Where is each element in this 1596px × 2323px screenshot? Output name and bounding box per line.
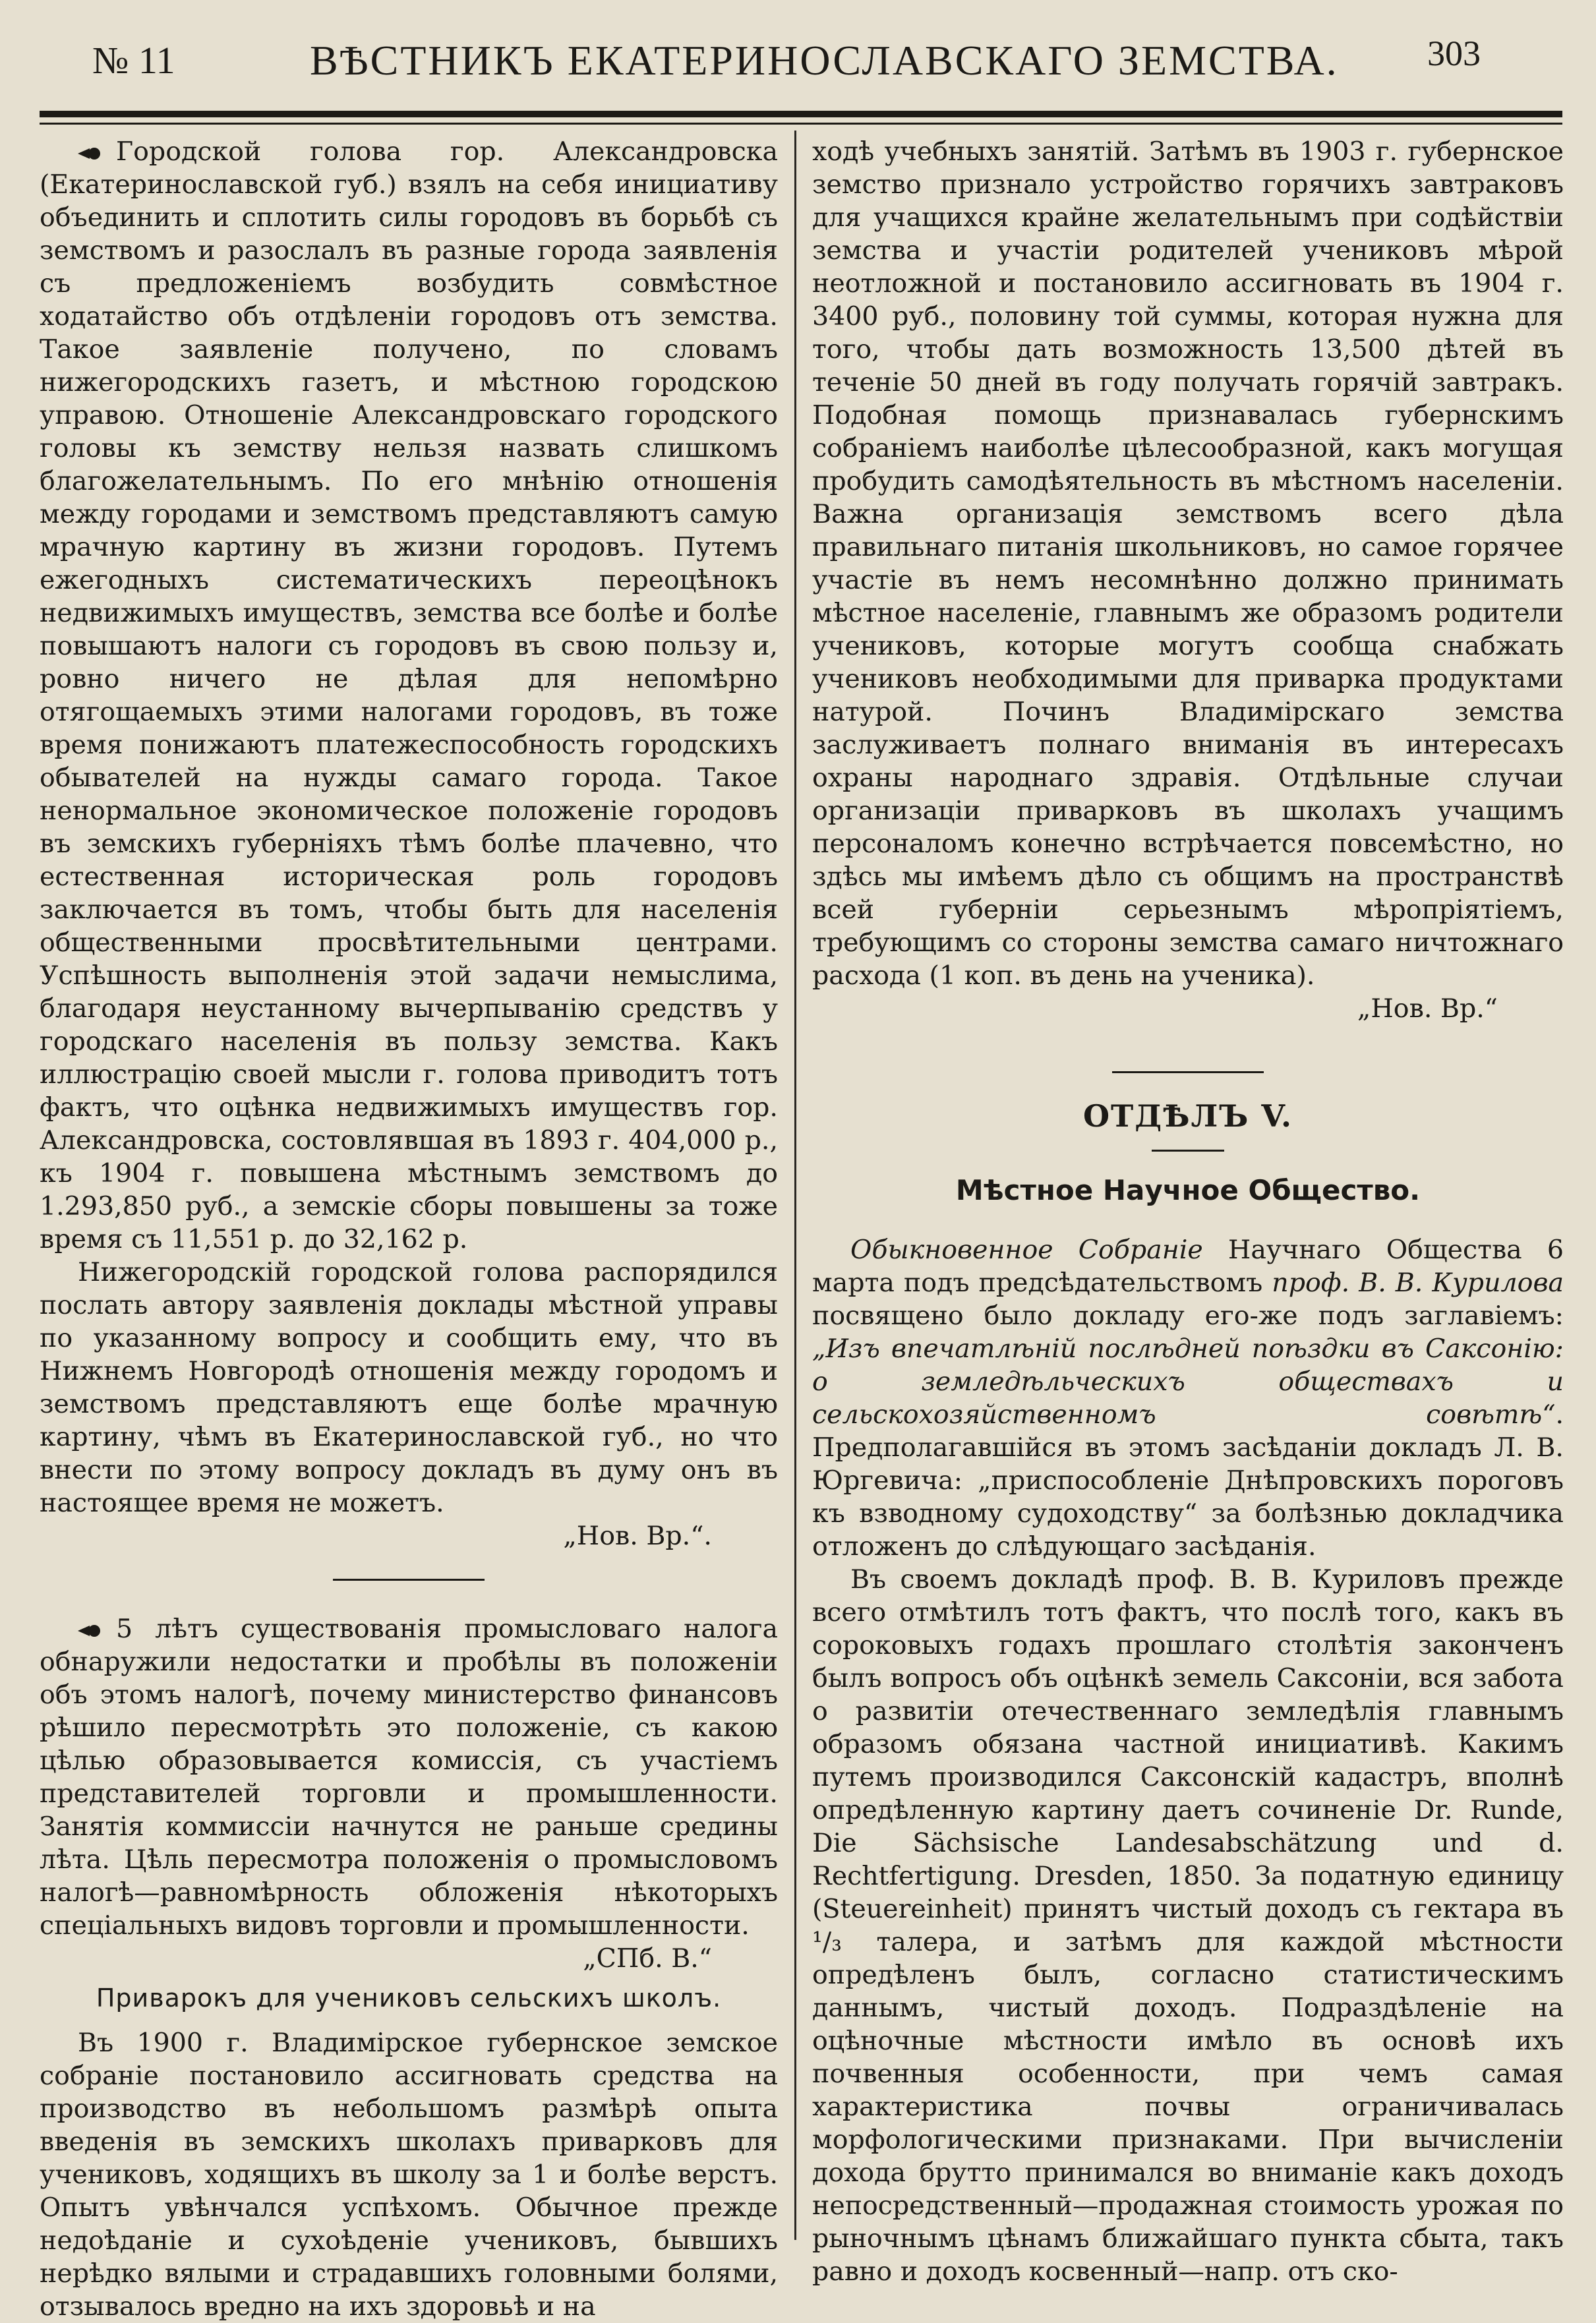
header-rule-thin [40, 123, 1562, 125]
article-school-meals: Въ 1900 г. Владимірское губернское земское собраніе постановило ассигновать средства на производство въ небольшомъ размѣрѣ опыта введенія въ земскихъ школахъ приварковъ для учениковъ, ходящихъ въ школу за 1 и болѣе верстъ. Опытъ увѣнчался успѣхомъ. Обычное прежде недоѣданіе и сухоѣденіе учениковъ, бывшихъ нерѣдко вялыми и страдавшихъ головными болями, отзывалось вредно на ихъ здоровьѣ и на [40, 2028, 778, 2322]
left-column [40, 135, 778, 2323]
report-title: „Изъ впечатлѣній послѣдней поѣздки въ Саксонію: о земледѣльческихъ обществахъ и сельскохозяйственномъ совѣтѣ“ [812, 1334, 1564, 1430]
report-paragraph: Въ своемъ докладѣ проф. В. В. Куриловъ прежде всего отмѣтилъ тотъ фактъ, что послѣ того, какъ въ сороковыхъ годахъ прошлаго столѣтія законченъ былъ вопросъ объ оцѣнкѣ земель Саксоніи, вся забота о развитіи отечественнаго земледѣлія главнымъ образомъ обязана частной инициативѣ. Какимъ путемъ производился Саксонскій кадастръ, вполнѣ опредѣленную картину даетъ сочиненіе Dr. Runde, Die Sächsische Landesabschätzung und d. Rechtfertigung. Dresden, 1850. За податную единицу (Steuereinheit) принятъ чистый доходъ съ гектара въ ¹/₃ талера, и затѣмъ для каждой мѣстности опредѣленъ былъ, согласно статистическимъ даннымъ, чистый доходъ. Подраздѣленіе на оцѣночные мѣстности имѣло въ основѣ ихъ почвенныя особенности, при чемъ самая характеристика почвы ограничивалась морфологическими признаками. При вычисленіи дохода брутто принимался во вниманіе какъ доходъ непосредственный—продажная стоимость урожая по рыночнымъ цѣнамъ ближайшаго пункта сбыта, такъ равно и доходъ косвенный—напр. отъ ско- [812, 1564, 1564, 2287]
article-city-head-cont: Нижегородскій городской голова распорядился послать автору заявленія доклады мѣстной управы по указанному вопросу и сообщить ему, что въ Нижнемъ Новгородѣ отношенія между городомъ и земствомъ представляютъ еще болѣе мрачную картину, чѣмъ въ Екатеринославской губ., но что внести по этому вопросу докладъ въ думу онъ въ настоящее время не можетъ. [40, 1257, 778, 1518]
source-nov-vr-2: „Нов. Вр.“ [1357, 993, 1498, 1024]
column-divider [794, 131, 796, 2240]
section-separator-short [1152, 1150, 1224, 1152]
source-nov-vr-1: „Нов. Вр.“. [563, 1521, 712, 1551]
article-separator [333, 1579, 485, 1581]
meeting-text-1: Научнаго Общества 6 марта подъ предсѣдательствомъ [812, 1235, 1564, 1298]
journal-title: ВѢСТНИКЪ ЕКАТЕРИНОСЛАВСКАГО ЗЕМСТВА. [310, 37, 1339, 84]
article-trade-tax-text: 5 лѣтъ существованія промысловаго налога обнаружили недостатки и пробѣлы въ положеніи объ этомъ налогѣ, почему министерство финансовъ рѣшило пересмотрѣть это положеніе, съ какою цѣлью образовывается комиссія, съ участіемъ представителей торговли и промышленности. Занятія коммиссіи начнутся не раньше средины лѣта. Цѣль пересмотра положенія о промысловомъ налогѣ—равномѣрность обложенія нѣкоторыхъ спеціальныхъ видовъ торговли и промышленности. [40, 1614, 778, 1941]
article-school-meals-heading: Приварокъ для учениковъ сельскихъ школъ. [96, 1984, 722, 2013]
article-trade-tax [40, 1612, 778, 1942]
article-city-head-text: Городской голова гор. Александровска (Екатеринославской губ.) взялъ на себя инициативу объединить и сплотить силы городовъ въ борьбѣ съ земствомъ и разослалъ въ разные города заявленія съ предложеніемъ возбудить совмѣстное ходатайство объ отдѣленіи городовъ отъ земства. Такое заявленіе получено, по словамъ нижегородскихъ газетъ, и мѣстною городскою управою. Отношеніе Александровскаго городского головы къ земству нельзя назвать слишкомъ благожелательнымъ. По его мнѣнію отношенія между городами и земствомъ представляютъ самую мрачную картину въ жизни городовъ. Путемъ ежегодныхъ систематическихъ переоцѣнокъ недвижимыхъ имуществъ, земства все болѣе и болѣе повышаютъ налоги съ городовъ въ свою пользу и, ровно ничего не дѣлая для непомѣрно отягощаемыхъ этими налогами городовъ, въ тоже время понижаютъ платежеспособность городскихъ обывателей на нужды самаго города. Такое ненормальное экономическое положеніе городовъ въ земскихъ губерніяхъ тѣмъ болѣе плачевно, что естественная историческая роль городовъ заключается въ томъ, чтобы быть для населенія общественными просвѣтительными центрами. Успѣшность выполненія этой задачи немыслима, благодаря неустанному вычерпыванію средствъ у городскаго населенія въ пользу земства. Какъ иллюстрацію своей мысли г. голова приводитъ тотъ фактъ, что оцѣнка недвижимыхъ имуществъ гор. Александровска, состовлявшая въ 1893 г. 404,000 р., къ 1904 г. повышена мѣстнымъ земствомъ до 1.293,850 руб., а земскіе сборы повышены за тоже время съ 11,551 р. до 32,162 р. [40, 136, 778, 1254]
section-title: ОТДѢЛЪ V. [1082, 1098, 1293, 1134]
chairman-name: проф. В. В. Курилова [1272, 1268, 1564, 1298]
header-rule-thick [40, 111, 1562, 117]
section-subtitle: Мѣстное Научное Общество. [955, 1174, 1421, 1206]
pointing-hand-icon [78, 146, 107, 161]
section-separator [1112, 1071, 1264, 1073]
right-column [812, 135, 1564, 2288]
meeting-text-2: посвящено было докладу его-же подъ заглавіемъ: [812, 1301, 1564, 1331]
source-spb-v: „СПб. В.“ [583, 1943, 712, 1974]
issue-number: № 11 [92, 39, 175, 82]
page-number: 303 [1427, 34, 1481, 73]
meeting-text-3: . Предполагавшійся въ этомъ засѣданіи докладъ Л. В. Юргевича: „приспособленіе Днѣпровскихъ пороговъ къ взводному судоходству“ за болѣзнью докладчика отложенъ до слѣдующаго засѣданія. [812, 1399, 1564, 1562]
meeting-type: Обыкновенное Собраніе [850, 1235, 1203, 1265]
pointing-hand-icon [78, 1624, 107, 1638]
society-meeting-paragraph [812, 1233, 1564, 1563]
article-city-head [40, 135, 778, 1256]
article-school-meals-cont: ходѣ учебныхъ занятій. Затѣмъ въ 1903 г. губернское земство признало устройство горячихъ завтраковъ для учащихся крайне желательнымъ при содѣйствіи земства и участіи родителей учениковъ мѣрой неотложной и постановило ассигновать въ 1904 г. 3400 руб., половину той суммы, которая нужна для того, чтобы дать возможность 13,500 дѣтей въ теченіе 50 дней въ году получать горячій завтракъ. Подобная помощь признавалась губернскимъ собраніемъ наиболѣе цѣлесообразной, какъ могущая пробудить самодѣятельность въ мѣстномъ населеніи. Важна организація земствомъ всего дѣла правильнаго питанія школьниковъ, но самое горячее участіе въ немъ несомнѣнно должно принимать мѣстное населеніе, главнымъ же образомъ родители учениковъ, которые могутъ сообща снабжать учениковъ необходимыми для приварка продуктами натурой. Починъ Владимірскаго земства заслуживаетъ полнаго вниманія въ интересахъ охраны народнаго здравія. Отдѣльные случаи организаціи приварковъ въ школахъ учащимъ персоналомъ конечно встрѣчается повсемѣстно, но здѣсь мы имѣемъ дѣло съ общимъ на пространствѣ всей губерніи серьезнымъ мѣропріятіемъ, требующимъ со стороны земства самаго ничтожнаго расхода (1 коп. въ день на ученика). [812, 136, 1564, 991]
